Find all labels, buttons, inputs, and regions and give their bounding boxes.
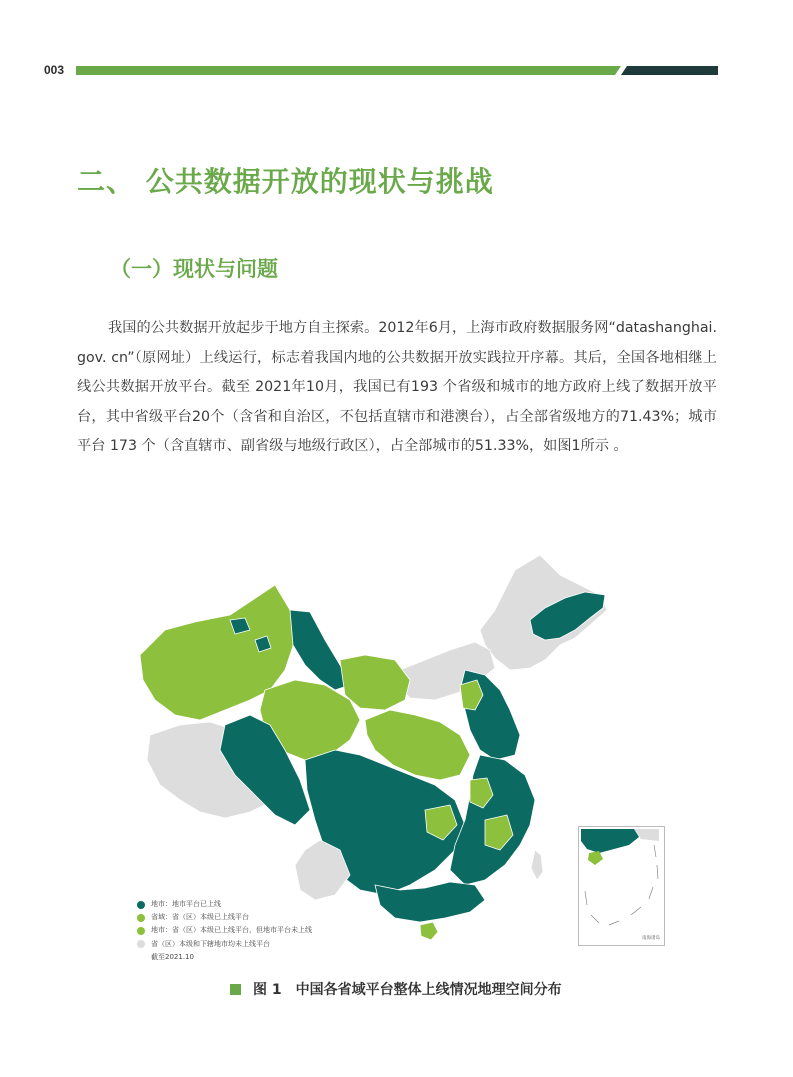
legend-item bbox=[137, 911, 312, 924]
page-number: 003 bbox=[44, 63, 65, 77]
legend-swatch bbox=[137, 901, 145, 909]
inset-coast-city bbox=[581, 829, 639, 853]
legend-note: 截至2021.10 bbox=[151, 952, 194, 961]
inset-label: 南海诸岛 bbox=[642, 936, 660, 941]
header-bar-dark bbox=[621, 66, 718, 75]
caption-text: 中国各省域平台整体上线情况地理空间分布 bbox=[295, 982, 562, 998]
section-subtitle: （一）现状与问题 bbox=[110, 257, 278, 281]
legend-swatch bbox=[137, 927, 145, 935]
region-hainan bbox=[420, 922, 438, 940]
inset-map bbox=[579, 827, 664, 945]
header-bar bbox=[76, 66, 718, 75]
legend-swatch bbox=[137, 914, 145, 922]
legend-item bbox=[137, 938, 312, 951]
legend-label: 地市：地市平台已上线 bbox=[151, 900, 221, 908]
south-china-sea-inset bbox=[578, 826, 665, 946]
region-taiwan bbox=[531, 850, 543, 880]
caption-label: 图 1 bbox=[253, 982, 282, 998]
legend-swatch bbox=[137, 940, 145, 948]
inset-hainan bbox=[588, 851, 603, 865]
body-paragraph: 我国的公共数据开放起步于地方自主探索。2012年6月，上海市政府数据服务网“datashanghai. gov. cn”（原网址）上线运行，标志着我国内地的公共数据开放实践拉开序幕。其后，全国各地相继上线公共数据开放平台。截至 2021年10月，我国已有193 个省级和城市的地方政府上线了数据开放平台，其中省级平台20个（含省和自治区，不包括直辖市和港澳台），占全部省级地方的71.43%；城市平台 173 个（含直辖市、副省级与地级行政区），占全部城市的51.33%，如图1所示 。 bbox=[77, 320, 717, 454]
legend-item bbox=[137, 924, 312, 937]
region-gansu-north bbox=[290, 610, 350, 690]
legend-label: 省域：省（区）本级已上线平台 bbox=[151, 913, 249, 922]
legend-label: 省（区）本级和下辖地市均未上线平台 bbox=[151, 939, 270, 948]
header-bar-green bbox=[76, 66, 621, 75]
region-south bbox=[375, 882, 485, 922]
legend-item bbox=[137, 898, 312, 911]
figure-caption bbox=[230, 979, 562, 999]
map-legend bbox=[137, 898, 312, 964]
caption-marker bbox=[230, 984, 241, 995]
legend-label: 地市：省（区）本级已上线平台，但地市平台未上线 bbox=[151, 926, 312, 935]
section-title: 二、 公共数据开放的现状与挑战 bbox=[77, 165, 494, 198]
